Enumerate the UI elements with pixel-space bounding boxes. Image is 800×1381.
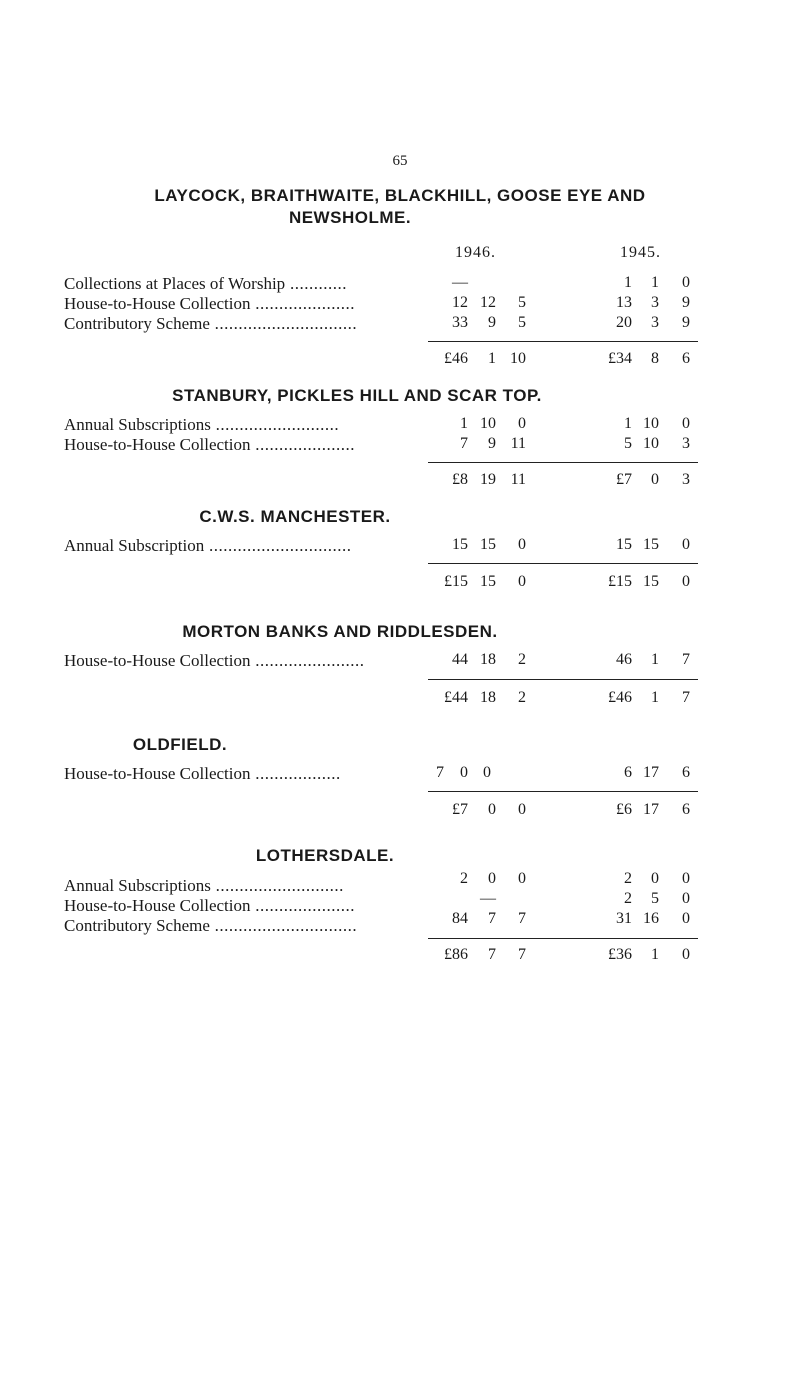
cell-1945-pence: 0 (682, 274, 690, 291)
cell-1945-pounds: 6 (624, 764, 632, 781)
section-heading: LOTHERSDALE. (255, 846, 395, 865)
total-1945-shillings: 8 (651, 350, 659, 367)
cell-1945-pence: 9 (682, 294, 690, 311)
cell-1945-shillings: 10 (643, 415, 659, 432)
total-1945-pounds: £7 (616, 471, 632, 488)
total-rule (428, 462, 698, 463)
cell-1946-pence: 2 (518, 651, 526, 668)
row-label: Annual Subscription .............................. (64, 536, 352, 555)
row-label: Annual Subscriptions ........................... (64, 876, 344, 895)
cell-1946-pence: 0 (518, 536, 526, 553)
cell-1946-pounds: 44 (452, 651, 468, 668)
cell-1946-shillings: 9 (488, 314, 496, 331)
total-1945-shillings: 1 (651, 689, 659, 706)
cell-1946-pence: 5 (518, 294, 526, 311)
total-1946-pence: 11 (510, 471, 526, 488)
total-1946-pounds: £86 (444, 946, 468, 963)
cell-1945-pence: 0 (682, 536, 690, 553)
total-1946-pounds: £44 (444, 689, 468, 706)
cell-1945-pounds: 1 (624, 274, 632, 291)
year-1946: 1946. (455, 244, 496, 261)
cell-1946-pounds: 12 (452, 294, 468, 311)
total-1945-pence: 0 (682, 573, 690, 590)
cell-1946-shillings: 12 (480, 294, 496, 311)
section-heading: MORTON BANKS AND RIDDLESDEN. (182, 622, 498, 641)
cell-1945-pence: 7 (682, 651, 690, 668)
cell-1946-pence: 5 (518, 314, 526, 331)
total-1946-pounds: £8 (452, 471, 468, 488)
total-1946-pence: 0 (518, 573, 526, 590)
cell-1945-shillings: 3 (651, 294, 659, 311)
cell-1946-pence: 0 (483, 764, 491, 781)
cell-1945-pence: 3 (682, 435, 690, 452)
row-label: House-to-House Collection ..................... (64, 294, 355, 313)
cell-1945-pence: 0 (682, 415, 690, 432)
cell-1945-shillings: 16 (643, 910, 659, 927)
total-1945-pounds: £36 (608, 946, 632, 963)
total-1945-pence: 0 (682, 946, 690, 963)
cell-1946-shillings: 0 (460, 764, 468, 781)
total-1945-pence: 3 (682, 471, 690, 488)
total-1946-pounds: £46 (444, 350, 468, 367)
total-rule (428, 563, 698, 564)
total-1946-pence: 2 (518, 689, 526, 706)
cell-1946-pounds: 33 (452, 314, 468, 331)
cell-1945-shillings: 5 (651, 890, 659, 907)
cell-1946-pounds: — (452, 274, 468, 291)
cell-1946-pence: 11 (510, 435, 526, 452)
cell-1946-pounds: 15 (452, 536, 468, 553)
cell-1945-pounds: 46 (616, 651, 632, 668)
section-heading-cont: NEWSHOLME. (288, 208, 412, 227)
cell-1945-pence: 0 (682, 890, 690, 907)
cell-1946-shillings: — (480, 890, 496, 907)
total-1946-shillings: 1 (488, 350, 496, 367)
total-1946-shillings: 0 (488, 801, 496, 818)
row-label: Contributory Scheme .............................. (64, 916, 358, 935)
total-1945-pence: 6 (682, 350, 690, 367)
cell-1945-shillings: 1 (651, 651, 659, 668)
total-1946-shillings: 7 (488, 946, 496, 963)
cell-1946-pence: 0 (518, 415, 526, 432)
total-1945-pounds: £34 (608, 350, 632, 367)
cell-1945-shillings: 15 (643, 536, 659, 553)
total-1946-pounds: £15 (444, 573, 468, 590)
total-1946-pounds: £7 (452, 801, 468, 818)
section-heading: LAYCOCK, BRAITHWAITE, BLACKHILL, GOOSE EYE AND (154, 186, 646, 205)
cell-1945-pence: 9 (682, 314, 690, 331)
cell-1945-pounds: 15 (616, 536, 632, 553)
total-rule (428, 341, 698, 342)
cell-1945-pounds: 20 (616, 314, 632, 331)
row-label: Collections at Places of Worship ............ (64, 274, 347, 293)
cell-1946-pounds: 2 (460, 870, 468, 887)
cell-1946-pounds: 84 (452, 910, 468, 927)
total-1946-pence: 10 (510, 350, 526, 367)
total-1945-shillings: 15 (643, 573, 659, 590)
cell-1946-pence: 0 (518, 870, 526, 887)
cell-1946-pence: 7 (518, 910, 526, 927)
cell-1945-shillings: 17 (643, 764, 659, 781)
cell-1946-shillings: 7 (488, 910, 496, 927)
cell-1945-shillings: 0 (651, 870, 659, 887)
total-1945-pence: 6 (682, 801, 690, 818)
row-label: Annual Subscriptions .......................... (64, 415, 340, 434)
total-1945-shillings: 1 (651, 946, 659, 963)
total-1946-pence: 7 (518, 946, 526, 963)
cell-1945-pence: 6 (682, 764, 690, 781)
total-1945-shillings: 0 (651, 471, 659, 488)
total-1946-shillings: 18 (480, 689, 496, 706)
cell-1945-pence: 0 (682, 910, 690, 927)
cell-1946-shillings: 0 (488, 870, 496, 887)
cell-1946-shillings: 18 (480, 651, 496, 668)
total-1945-pence: 7 (682, 689, 690, 706)
total-rule (428, 679, 698, 680)
cell-1945-pounds: 31 (616, 910, 632, 927)
cell-1946-pounds: 7 (460, 435, 468, 452)
row-label: House-to-House Collection ..................... (64, 435, 355, 454)
year-1945: 1945. (620, 244, 661, 261)
total-1946-shillings: 15 (480, 573, 496, 590)
row-label: House-to-House Collection ....................... (64, 651, 365, 670)
page-number: 65 (392, 153, 408, 169)
cell-1946-pounds: 1 (460, 415, 468, 432)
cell-1945-shillings: 3 (651, 314, 659, 331)
section-heading: STANBURY, PICKLES HILL AND SCAR TOP. (172, 386, 542, 405)
total-rule (428, 791, 698, 792)
total-1945-shillings: 17 (643, 801, 659, 818)
cell-1945-pence: 0 (682, 870, 690, 887)
row-label: House-to-House Collection ..................... (64, 896, 355, 915)
section-heading: OLDFIELD. (132, 735, 228, 754)
total-1946-shillings: 19 (480, 471, 496, 488)
section-heading: C.W.S. MANCHESTER. (199, 507, 391, 526)
total-1945-pounds: £46 (608, 689, 632, 706)
row-label: House-to-House Collection .................. (64, 764, 341, 783)
row-label: Contributory Scheme .............................. (64, 314, 358, 333)
total-1945-pounds: £15 (608, 573, 632, 590)
cell-1945-pounds: 1 (624, 415, 632, 432)
cell-1945-pounds: 5 (624, 435, 632, 452)
cell-1946-pounds: 7 (436, 764, 444, 781)
cell-1945-shillings: 1 (651, 274, 659, 291)
cell-1946-shillings: 10 (480, 415, 496, 432)
cell-1946-shillings: 15 (480, 536, 496, 553)
cell-1945-pounds: 2 (624, 890, 632, 907)
total-1946-pence: 0 (518, 801, 526, 818)
total-1945-pounds: £6 (616, 801, 632, 818)
cell-1946-shillings: 9 (488, 435, 496, 452)
cell-1945-pounds: 2 (624, 870, 632, 887)
cell-1945-shillings: 10 (643, 435, 659, 452)
cell-1945-pounds: 13 (616, 294, 632, 311)
total-rule (428, 938, 698, 939)
